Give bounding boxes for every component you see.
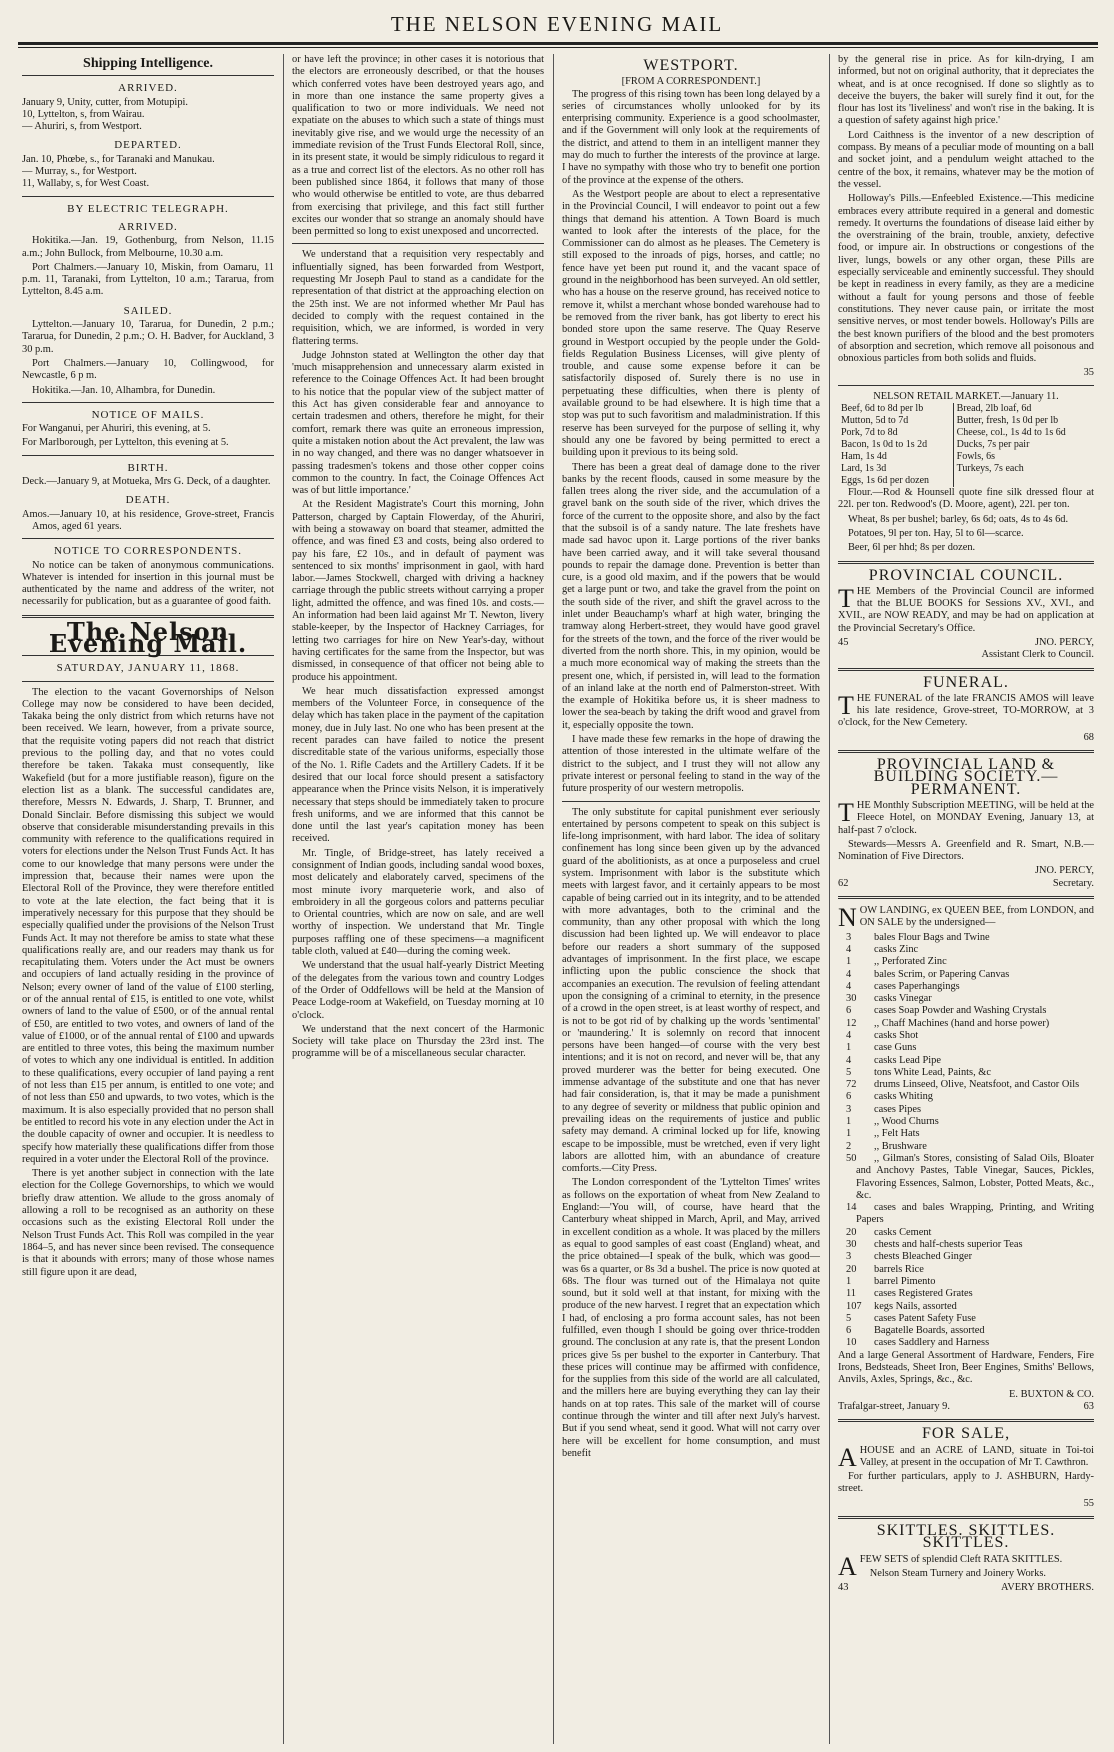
market-title: NELSON RETAIL MARKET.—January 11. [873,390,1059,402]
masthead: THE NELSON EVENING MAIL [390,12,724,36]
goods-item [838,1067,1094,1079]
society-text: THE Monthly Subscription MEETING, will be held at the Fleece Hotel, on MONDAY Evening, January 13, at half-past 7 o'clock. [838,797,1094,836]
goods-item [838,1239,1094,1251]
goods-description: cases and bales Wrapping, Printing, and Writing Papers [856,1202,1094,1226]
ad-number: 68 [1083,731,1094,743]
divider [22,455,274,456]
market-item: Bacon, 1s 0d to 1s 2d [841,439,928,451]
birth-title: BIRTH. [127,461,169,474]
goods-item [838,1276,1094,1288]
goods-item [838,1313,1094,1325]
market-item: Ham, 1s 4d [841,451,887,463]
westport-paragraph: The progress of this rising town has been long delayed by a series of circumstances wholly unlooked for by its enterprising community. Experience is a good schoolmaster, and if the Government will only look at the requirements of the district, and attend to them in an intelligent manner they may do much to further the interests of the province at large. I have no sympathy with those who try to benefit one portion of the province at the expense of the others. [562,88,820,186]
society-title: PROVINCIAL LAND & BUILDING SOCIETY.—PERMANENT. [873,756,1059,798]
goods-item [838,1018,1094,1030]
landing-tail: And a large General Assortment of Hardware, Fenders, Fire Irons, Bedsteads, Sheet Iron, Beer Engines, Smiths' Bellows, Anvils, Axles, Springs, &c., &c. [838,1349,1094,1386]
goods-description: ,, Wood Churns [874,1116,939,1128]
goods-quantity: 4 [846,1054,852,1066]
society-signer: JNO. PERCY, [1035,865,1094,877]
shipping-line: 11, Wallaby, s, for West Coast. [22,178,150,190]
goods-description: casks Shot [874,1030,919,1041]
news-paragraph: We understand that the usual half-yearly District Meeting of the delegates from the various town and country Lodges of the Order of Oddfellows will be held at the Mansion of Peace Lodge-room at Wakefield, on Tuesday morning at 10 o'clock. [292,960,544,1021]
goods-description: drums Linseed, Olive, Neatsfoot, and Castor Oils [874,1079,1080,1091]
telegraph-line: Lyttelton.—January 10, Tararua, for Dunedin, 2 p.m.; Tararua, for Dunedin, 2 p.m.; O. H. Badver, for Auckland, 3 30 p.m. [22,319,274,355]
goods-description: bales Flour Bags and Twine [874,931,990,943]
goods-item [838,981,1094,993]
market-note: Potatoes, 9l per ton. Hay, 5l to 6l—scarce. [848,527,1024,539]
masthead-rule-thin [18,47,1098,48]
news-paragraph: by the general rise in price. As for kiln-drying, I am informed, but not on original authority, that it depreciates the wheat, and is at once recognised. If done so slightly as to deceive the buyers, the baker will surely find it out, for the flour has lost its 'liveliness' and won't rise in the baking. It is a question of safety against high price.' [838,54,1094,127]
market-left-col [838,403,953,487]
forsale-title: FOR SALE, [921,1425,1011,1443]
goods-item [838,1042,1094,1054]
goods-item [838,1141,1094,1153]
market-item: Pork, 7d to 8d [841,427,898,439]
goods-item [838,1337,1094,1349]
goods-description: ,, Chaff Machines (hand and horse power) [874,1017,1050,1029]
goods-list [838,932,1094,1350]
telegraph-line: Port Chalmers.—January 10, Miskin, from Oamaru, 11 p.m. 11, Taranaki, from Lyttelton, 10 a.m.; Tararua, from Lyttelton, 8.45 a.m. [22,261,274,298]
masthead-rule [18,42,1098,45]
market-item: Butter, fresh, 1s 0d per lb [956,415,1059,427]
divider [838,561,1094,564]
goods-description: cases Pipes [874,1103,922,1115]
market-note: Flour.—Rod & Hounsell quote fine silk dressed flour at 22l. per ton. Redwood's (D. Moore, agent), 22l. per ton. [838,487,1094,511]
market-right-col [953,403,1094,487]
divider [838,1419,1094,1422]
goods-item [838,1153,1094,1202]
forsale-text: AHOUSE and an ACRE of LAND, situate in Toi-toi Valley, at present in the occupation of Mr T. Cawthron. [838,1442,1094,1472]
news-paragraph: Mr. Tingle, of Bridge-street, has lately received a consignment of Indian goods, including sandal wood boxes, most delicately and elaborately carved, specimens of the most minute ivory marqueterie work, and also of embroidery in all the gorgeous colors and patterns peculiar to Oriental countries, which are now on sale, and are well worthy of inspection. We understand that Mr. Tingle purposes raffling one of these specimens—a magnificent table cloth, valued at £40—during the coming week. [292,847,544,958]
goods-description: casks Lead Pipe [874,1054,941,1066]
ad-number: 35 [1083,367,1094,379]
goods-quantity: 2 [846,1140,852,1152]
editorial-paragraph: There is yet another subject in connection with the late election for the College Governorships, to which we would briefly draw attention. We allude to the gross anomaly of allowing a roll to be recognised as an authority on these occasions such as the existing Electoral Roll under the Nelson Trust Funds Act. This Roll was compiled in the year 1864–5, and has never since been revised. The consequence is that it abounds with errors; many of those whose names still figure upon it are dead, [22,1168,274,1278]
divider [22,681,274,682]
goods-description: casks Whiting [874,1091,933,1103]
goods-item [838,969,1094,981]
market-item: Bread, 2lb loaf, 6d [956,403,1032,415]
goods-quantity: 1 [846,956,852,968]
telegraph-head: BY ELECTRIC TELEGRAPH. [67,202,229,215]
goods-quantity: 4 [846,968,852,980]
news-paragraph: We understand that the next concert of the Harmonic Society will take place on Thursday the 23rd inst. The programme will be of a miscellaneous secular character. [292,1023,544,1060]
divider [838,896,1094,899]
tel-arrived-head: ARRIVED. [118,220,178,233]
ad-number: 63 [1083,1400,1094,1412]
westport-title: WESTPORT. [643,57,739,74]
goods-quantity: 20 [846,1226,857,1238]
news-paragraph: Judge Johnston stated at Wellington the other day that 'much misapprehension and unnecessary alarm existed in reference to the Coinage Offences Act. It had been brought to his notice that the popular view of the subject matter of this Act has given considerable fear and annoyance to certain tradesmen and others, therefore he might, for their comfort, remark there was quite an erroneous impression, quite a mistaken notion about the Act prevalent, the law was in no way changed, and there was no danger whatsoever in passing tradesmen's tokens and those other copper coins common to the country. In fact, the Coinage Offences Act was of but little importance.' [292,349,544,497]
market-item: Eggs, 1s 6d per dozen [841,475,930,487]
goods-description: cases Registered Grates [874,1288,973,1300]
column-2 [292,54,544,1744]
landing-signer: E. BUXTON & CO. [1009,1388,1094,1400]
goods-description: chests Bleached Ginger [874,1251,973,1263]
goods-description: Bagatelle Boards, assorted [874,1325,985,1337]
goods-quantity: 30 [846,993,857,1005]
goods-description: case Guns [874,1042,917,1054]
goods-quantity: 4 [846,1030,852,1041]
column-rule [553,54,554,1744]
goods-quantity: 14 [846,1202,857,1214]
market-note: Beer, 6l per hhd; 8s per dozen. [848,542,976,554]
market-item: Fowls, 6s [956,451,995,463]
news-paragraph: Lord Caithness is the inventor of a new description of compass. By means of a peculiar mode of mounting on a ball and socket joint, and a pendulum weight attached to the centre of the box, it remains, whatever may be the motion of the vessel. [838,129,1094,190]
market-item: Beef, 6d to 8d per lb [841,403,924,415]
landing-footer [838,1401,1094,1413]
tel-sailed-head: SAILED. [123,304,173,317]
telegraph-line: Hokitika.—Jan. 19, Gothenburg, from Nelson, 11.15 a.m.; John Bullock, from Melbourne, 10.30 a.m. [22,235,274,259]
skittles-text: Nelson Steam Turnery and Joinery Works. [869,1567,1046,1579]
telegraph-line: Hokitika.—Jan. 10, Alhambra, for Dunedin. [32,384,216,396]
column-1 [22,54,274,1744]
goods-description: ,, Perforated Zinc [874,956,947,968]
goods-description: tons White Lead, Paints, &c [874,1066,991,1078]
column-4 [838,54,1094,1744]
goods-item [838,956,1094,968]
goods-quantity: 1 [846,1116,852,1128]
divider [838,750,1094,753]
divider [292,243,544,244]
correspondents-text: No notice can be taken of anonymous communications. Whatever is intended for insertion in this journal must be authenticated by the name and address of the writer, not necessarily for publication, but as a guarantee of good faith. [22,559,274,608]
news-paragraph: We hear much dissatisfaction expressed amongst members of the Volunteer Force, in consequence of the delay which has taken place in the payment of the capitation money, due in July last. No one who has been present at the recent parades can have failed to notice the present discreditable state of the various uniforms, especially those of the No. 1. Rifle Cadets and the Artillery Cadets. If it be desired that our local force should present a satisfactory appearance when the Prince visits Nelson, it is imperatively necessary that steps should be immediately taken to procure fresh uniforms, and we are informed that this cannot be done until the last year's capitation money has been received. [292,685,544,845]
mails-line: For Marlborough, per Lyttelton, this evening at 5. [22,437,229,449]
goods-description: barrel Pimento [874,1275,936,1287]
goods-description: casks Cement [874,1226,932,1238]
funeral-text: THE FUNERAL of the late FRANCIS AMOS will leave his late residence, Grove-street, TO-MORROW, at 3 o'clock, for the New Cemetery. [838,690,1094,729]
society-footer [838,878,1094,890]
death-title: DEATH. [125,494,171,507]
news-paragraph: At the Resident Magistrate's Court this morning, John Patterson, charged by Captain Flowerday, of the Ahuriri, with being a stowaway on board that steamer, admitted the offence, and was fined £3 and costs, being also ordered to pay his fare, £2 10s., and in default of payment was sentenced to six months' imprisonment in gaol, with hard labor.—James Stockwell, charged with driving a hackney carriage through the public streets without carrying a proper light, admitted the offence, and was fined 10s. and costs.—An information had been laid against Mr T. Newton, livery stable-keeper, by the Inspector of Hackney Carriages, for letting two carriages for hire on New Year's-day, without having certificates for the same from the Inspector, but was dismissed, in consequence of that officer not being able to produce his appointment. [292,499,544,683]
ad-number: 55 [1083,1497,1094,1509]
news-paragraph: We understand that a requisition very respectably and influentially signed, has been forwarded from Westport, requesting Mr Joseph Paul to stand as a candidate for the representation of that district at the approaching election on the 25th inst. We are not informed whether Mr Paul has decided to comply with the request contained in the requisition, which, we are informed, is worded in very flattering terms. [292,249,544,347]
goods-description: bales Scrim, or Papering Canvas [874,968,1010,980]
goods-quantity: 1 [846,1128,852,1140]
mails-line: For Wanganui, per Ahuriri, this evening, at 5. [22,423,211,435]
goods-item [838,944,1094,956]
westport-paragraph: As the Westport people are about to elect a representative in the Provincial Council, I will endeavor to point out a few things that demand his attention. A Town Board is much wanted to look after the interests of the place, for the Commissioner can do almost as he pleases. The Cemetery is still exposed to the inroads of pigs, horses, and cattle; no fence have yet been put round it, and the vacant space of ground in the neighborhood has been surveyed. An old settler, who has a house on the reserve ground, has received notice to remove it, whilst a merchant whose bonded warehouse had to be removed from the river bank, has got liberty to erect his bonded store upon the same reserve. The Quay Reserve ground in Westport occupied by the people under the Gold-fields Regulation Business Licenses, will give plenty of trouble, and cause some expense before it can be satisfactorily disposed of. Surely there is no use in perpetuating these difficulties, when there is plenty of available ground to be had elsewhere. It is high time that a stop was put to such favoritism and maladministration. If this reserve has been surveyed for the purpose of selling it, why should any one be favored by being permitted to erect a building upon it previous to its being sold. [562,188,820,459]
paper-title: The Nelson Evening Mail. [48,616,248,658]
westport-byline: [FROM A CORRESPONDENT.] [621,76,761,88]
mails-title: NOTICE OF MAILS. [91,408,205,421]
goods-description: cases Paperhangings [874,980,960,992]
goods-quantity: 5 [846,1312,852,1324]
holloway-ad: Holloway's Pills.—Enfeebled Existence.—This medicine embraces every attribute required in a general and domestic remedy. It overturns the foundations of disease laid either by the overstraining of the brain, trouble, anxiety, defective food, or impure air. In obstructions or congestions of the liver, lungs, bowels or any other organ, these Pills are especially serviceable and eminently successful. They should be kept in readiness in every family, as they are a medicine without a fault for young persons and those of feeble constitutions. They never cause pain, or irritate the most sensitive nerves, or most tender bowels. Holloway's Pills are the best known purifiers of the blood and the best promoters of absorption and secretion, which remove all poisonous and obnoxious particles from both solids and fluids. [838,193,1094,365]
skittles-footer [838,1582,1094,1594]
goods-quantity: 5 [846,1066,852,1078]
ad-number: 45 [838,636,849,648]
provincial-signer: JNO. PERCY, [1035,636,1094,648]
goods-item [838,1227,1094,1239]
wheat-paragraph: The London correspondent of the 'Lyttelton Times' writes as follows on the exportation of wheat from New Zealand to England:—'You will, of course, have heard that the Canterbury wheat shipped in March, April, and May, arrived in excellent condition as a whole. It was placed by the millers as equal to good samples of east coast (England) wheat, and the price obtained—I speak of the bulk, which was good—was 6s a quarter, or 8s 3d a bushel. The price is now quoted at 68s. The flour was turned out of the Himalaya not quite sound, but it sold well at that instant, for mixing with the produce of the new harvest. I regret that an expectation which I had, of enclosing a pro forma account sales, has not been fulfilled, even though I should be going over thrice-trodden ground. The conclusion at any rate is, that the present London prices give 5s per bushel to the exporter in Canterbury. That these prices will continue may be affirmed with confidence, for the supplies from this side of the world are all calculated, and the millers here are buying everything they can lay their hands on at top rates. This sale of the market will of course continue through the winter and till after next July's harvest. But if you send wheat, send it good. What will not carry over here will be excellent for home consumption, and must benefit [562,1177,820,1459]
goods-quantity: 107 [846,1300,862,1312]
goods-item [838,1005,1094,1017]
goods-item [838,1301,1094,1313]
provincial-title: PROVINCIAL COUNCIL. [868,566,1064,584]
goods-quantity: 50 [846,1152,857,1164]
capital-paragraph: The only substitute for capital punishment ever seriously entertained by persons competent to speak on this subject is life-long imprisonment, with hard labor. The idea of solitary confinement has long since been given up by the advanced guard of the abolitionists, as at once a purposeless and cruel system. Imprisonment with labor is the substitute which meets with largest favor, and it certainly appears to be most capable of being carried out in its integrity, and to be attended with more advantages, both to the criminal and the community, than any other proposal with which the long discussion had been lighted up. We will endeavor to place before our readers a short summary of the supposed advantages of imprisonment. In the first place, we escape inflicting upon the public conscience the shock that accompanies an execution. The revulsion of feeling attendant upon the consigning of a criminal to eternity, in the presence of a crowd in the open street, is at least worthy of respect, and is not to be got rid of by chalking up the words 'sentimental' or 'maundering.' It is solemnly on record that innocent persons have been hanged—of course with the very best intentions; and it is not on record, and never will be, that any proved murderer was the better for being executed. One immense advantage of the substitute and one that has never had fair consideration, is, that it may be made a punishment to any degree of severity or mildness that public opinion and prevailing ideas on the requirements of justice and public safety may demand. A criminal locked up for life, knowing escape to be impossible, must be wretched, even if very light labors are allotted him, with an abundance of creature comforts.—City Press. [562,806,820,1175]
market-item: Cheese, col., 1s 4d to 1s 6d [956,427,1066,439]
arrived-head: ARRIVED. [118,82,178,95]
goods-quantity: 6 [846,1005,852,1017]
correspondents-title: NOTICE TO CORRESPONDENTS. [53,545,243,558]
market-item: Lard, 1s 3d [841,463,887,475]
goods-quantity: 6 [846,1091,852,1103]
goods-description: casks Zinc [874,943,919,955]
divider [22,538,274,539]
provincial-role: Assistant Clerk to Council. [981,649,1094,661]
goods-item [838,993,1094,1005]
goods-description: cases Soap Powder and Washing Crystals [874,1005,1047,1017]
funeral-title: FUNERAL. [923,673,1009,691]
market-note: Wheat, 8s per bushel; barley, 6s 6d; oats, 4s to 4s 6d. [848,513,1069,525]
goods-quantity: 4 [846,943,852,955]
market-table [838,403,1094,487]
goods-item [838,1288,1094,1300]
goods-quantity: 4 [846,980,852,992]
market-item: Ducks, 7s per pair [956,439,1030,451]
landing-place: Trafalgar-street, January 9. [838,1400,950,1412]
shipping-title: Shipping Intelligence. [83,56,213,71]
goods-quantity: 3 [846,931,852,943]
shipping-line: 10, Lyttelton, s, from Wairau. [22,108,145,120]
divider [838,1516,1094,1519]
goods-quantity: 3 [846,1251,852,1263]
goods-quantity: 3 [846,1103,852,1115]
goods-quantity: 11 [846,1288,857,1300]
goods-item [838,932,1094,944]
shipping-line: — Ahuriri, s, from Westport. [22,121,142,133]
goods-item [838,1104,1094,1116]
column-3 [562,54,820,1744]
divider [22,75,274,76]
skittles-signer: AVERY BROTHERS. [1001,1582,1094,1594]
forsale-text: For further particulars, apply to J. ASHBURN, Hardy-street. [838,1471,1094,1495]
market-item: Turkeys, 7s each [956,463,1024,475]
market-item: Mutton, 5d to 7d [841,415,909,427]
death-text: Amos.—January 10, at his residence, Grove-street, Francis Amos, aged 61 years. [22,508,274,532]
ad-number: 43 [838,1582,849,1594]
column-rule [829,54,830,1744]
goods-description: ,, Brushware [874,1140,927,1152]
goods-quantity: 1 [846,1042,852,1054]
westport-paragraph: There has been a great deal of damage done to the river banks by the recent floods, caused in some measure by the fallen trees along the river side, and the accumulation of a gravel bank on the south side of the river, which drives the force of the current to the opposite shore, and also by the fact that the subsoil is of a sandy nature. The late freshets have made sad havoc upon it. Large portions of the river banks have been carried away, and it will take several thousand pounds to repair the damage done. Prevention is better than cure, is a good old maxim, and if the powers that be would get a large punt or two, and take the gravel from the point on the south side of the river, and shift the gravel across to the inlet under Beauchamp's wharf at high water, bringing the tramway along Herbert-street, they would have good gravel for the streets of the town, and the force of the river would be diverted from the north shore. This, in my opinion, would be a much more economical way of making the streets than the present one, which, if persisted in, will lead to the formation of an inland lake at the north end of Palmerston-street. With the example of Hokitika before us, it is sheer madness to lower the sea-beach by taking the drift wood and gravel from it, especially opposite the town. [562,461,820,731]
provincial-signature [838,637,1094,649]
goods-item [838,1055,1094,1067]
telegraph-line: Port Chalmers.—January 10, Collingwood, for Newcastle, 6 p m. [22,357,274,382]
goods-description: cases Saddlery and Harness [874,1337,990,1349]
goods-quantity: 20 [846,1263,857,1275]
society-text: Stewards—Messrs A. Greenfield and R. Smart, N.B.—Nomination of Five Directors. [838,838,1094,863]
goods-item [838,1116,1094,1128]
departed-head: DEPARTED. [114,139,182,152]
goods-quantity: 6 [846,1325,852,1337]
skittles-title: SKITTLES. SKITTLES. SKITTLES. [876,1521,1056,1552]
shipping-line: — Murray, s., for Westport. [22,166,137,178]
divider [22,196,274,197]
news-paragraph: or have left the province; in other cases it is notorious that the electors are erroneously described, or that the houses which conferred votes have been destroyed years ago, and in more than one instance the same property gives a qualification to two or more individuals. We need not expatiate on the abuses to which such a state of things must inevitably give rise, and we would urge the necessity of an immediate revision of the Trust Funds Electoral Roll, since, in its present state, it would be simply ridiculous to regard it as a true and correct list of the electors. As no other roll has been published since 1864, it follows that many of those who would otherwise be entitled to vote, are thus debarred from exercising that privilege, and this fact still further excites our wonder that so strange an anomaly should have been permitted so long to exist unexposed and uncorrected. [292,54,544,238]
goods-quantity: 30 [846,1239,857,1251]
goods-quantity: 10 [846,1337,857,1349]
divider [838,385,1094,386]
goods-description: ,, Gilman's Stores, consisting of Salad Oils, Bloater and Anchovy Pastes, Table Vinegar, Sauces, Pickles, Flavoring Essences, Salmon, Lobster, Potted Meats, &c., &c. [856,1152,1094,1201]
society-role: Secretary. [1052,877,1094,889]
goods-description: casks Vinegar [874,993,932,1005]
shipping-line: Jan. 10, Phœbe, s., for Taranaki and Manukau. [22,153,215,165]
ad-number: 62 [838,877,849,889]
goods-quantity: 72 [846,1079,857,1091]
shipping-line: January 9, Unity, cutter, from Motupipi. [22,96,188,108]
provincial-text: THE Members of the Provincial Council are informed that the BLUE BOOKS for Sessions XV., XVI., and XVII., are NOW READY, and may be had on application at the Provincial Secretary's Office. [838,583,1094,634]
divider [22,402,274,403]
goods-description: chests and half-chests superior Teas [874,1239,1023,1251]
editorial-paragraph: The election to the vacant Governorships of Nelson College may now be considered to have been decided, Takaka being the only district from which returns have not been received. We learn, however, from a private source, that the requisite voting papers did not reach that district previous to the polling day, and that no votes could therefore be taken. Takaka must consequently, like Wakefield (but for a more justifiable reason), figure on the election list as a blank. The successful candidates are, therefore, Messrs N. Edwards, J. Sharp, T. Brunner, and Donald Sinclair. Before dismissing this subject we would observe that considerable misunderstanding prevails in this community with reference to the qualifications required in voters for elections under the Nelson Trust Funds Act. It has come to our knowledge that many persons were under the impression that, because their names were upon the Electoral Roll of the Province, they were therefore entitled to vote at the late election, the fact being that it is imperatively necessary for this purpose that they should be especially qualified under the provisions of the Nelson Trust Funds Act. It may not therefore be amiss to state what these qualifications really are, and our readers may thank us for recapitulating them. Voters under the Act must be owners and occupiers of land actually residing in the province of Nelson; every owner of land of the value of £100 sterling, or of the annual rental of £15, is entitled to one vote, whilst owners of land to the value of £500, or of the annual rental of £50, are entitled to two votes, and owners of land of the value of £1000, or of the annual rental of £100 and upwards are entitled to three votes, this being the maximum number of votes to which any one individual is entitled. In addition to these qualifications, every occupier of land paying a rent of not less than £15 per annum, is entitled to one vote; and of not less than £50 and upwards, to two votes, which is the maximum. It is also especially provided that no person shall be entitled to record his vote in any election under the Act in the double capacity of owner and occupier. It is needless to specify how materially these qualifications differ from those required in a voter under the Electoral Roll of the province. [22,686,274,1165]
skittles-text: AFEW SETS of splendid Cleft RATA SKITTLES. [838,1551,1063,1581]
goods-item [838,1202,1094,1227]
landing-intro: NOW LANDING, ex QUEEN BEE, from LONDON, and ON SALE by the undersigned— [838,903,1094,933]
goods-item [838,1325,1094,1337]
divider [562,801,820,802]
goods-description: kegs Nails, assorted [874,1300,957,1312]
westport-paragraph: I have made these few remarks in the hope of drawing the attention of those interested in the ultimate welfare of the district to the subject, and I trust they will not allow any private interest or personal feeling to stand in the way of the future prosperity of our western metropolis. [562,734,820,795]
goods-item [838,1079,1094,1091]
goods-description: cases Patent Safety Fuse [874,1312,976,1324]
goods-item [838,1091,1094,1103]
dateline: SATURDAY, JANUARY 11, 1868. [56,662,240,675]
birth-text: Deck.—January 9, at Motueka, Mrs G. Deck, of a daughter. [22,476,271,488]
goods-item [838,1251,1094,1263]
goods-item [838,1030,1094,1042]
goods-item [838,1264,1094,1276]
divider [838,668,1094,671]
goods-quantity: 12 [846,1017,857,1029]
goods-description: barrels Rice [874,1263,924,1275]
goods-quantity: 1 [846,1275,852,1287]
goods-description: ,, Felt Hats [874,1128,920,1140]
goods-item [838,1128,1094,1140]
column-rule [283,54,284,1744]
